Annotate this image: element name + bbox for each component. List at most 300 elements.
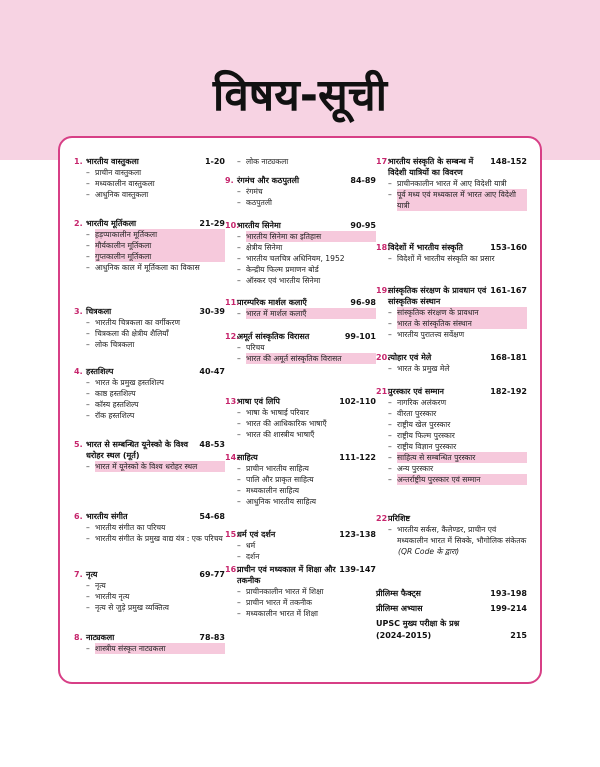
subtopic-item xyxy=(237,231,376,242)
dash-bullet: – xyxy=(237,309,241,318)
subtopic-text: पूर्व मध्य एवं मध्यकाल में भारत आए विदेशी यात्री xyxy=(397,189,527,211)
chapter-number: 1. xyxy=(74,157,83,166)
subtopic-text: नागरिक अलंकरण xyxy=(397,398,447,407)
toc-entry-7 xyxy=(74,569,225,613)
subtopic-text: भारतीय सर्कस, कैलेण्डर, प्राचीन एवं मध्यकालीन भारत में सिक्के, भौगोलिक संकेतक xyxy=(397,525,527,545)
dash-bullet: – xyxy=(237,354,241,363)
subtopic-text: विदेशों में भारतीय संस्कृति का प्रसार xyxy=(397,254,495,263)
chapter-heading[interactable] xyxy=(225,297,376,308)
page-range: 182-192 xyxy=(490,387,527,396)
page-range: 148-152 xyxy=(490,157,527,166)
subtopic-text: प्राचीन भारत में तकनीक xyxy=(246,598,312,607)
toc-entry-11 xyxy=(225,297,376,319)
subtopic-text: लोक चित्रकला xyxy=(95,340,135,349)
subtopic-item xyxy=(237,156,376,167)
subtopic-text: भारतीय पुरातत्त्व सर्वेक्षण xyxy=(397,330,465,339)
dash-bullet: – xyxy=(86,644,90,653)
toc-entry-1 xyxy=(74,156,225,200)
dash-bullet: – xyxy=(237,587,241,596)
subtopic-text: आधुनिक काल में मूर्तिकला का विकास xyxy=(95,263,200,272)
dash-bullet: – xyxy=(237,254,241,263)
chapter-number: 9. xyxy=(225,176,234,185)
dash-bullet: – xyxy=(388,190,392,199)
subtopic-text: भारत की आधिकारिक भाषाएँ xyxy=(246,419,327,428)
subtopic-item xyxy=(237,308,376,319)
dash-bullet: – xyxy=(237,265,241,274)
chapter-number: 21. xyxy=(376,387,391,396)
subtopic-text: भारतीय सिनेमा का इतिहास xyxy=(246,231,376,242)
subtopic-text: चित्रकला की क्षेत्रीय शैलियाँ xyxy=(95,329,169,338)
chapter-heading[interactable] xyxy=(225,331,376,342)
dash-bullet: – xyxy=(388,453,392,462)
extra-section-title: प्रीलिम्स फैक्ट्स xyxy=(376,589,421,598)
chapter-number: 10. xyxy=(225,221,240,230)
subtopic-item xyxy=(86,240,225,251)
subtopic-item xyxy=(86,178,225,189)
subtopic-text: धर्म xyxy=(246,541,256,550)
dash-bullet: – xyxy=(237,464,241,473)
subtopic-item xyxy=(388,307,527,318)
subtopic-text: दर्शन xyxy=(246,552,260,561)
subtopic-item xyxy=(388,178,527,189)
subtopic-item xyxy=(86,399,225,410)
chapter-number: 14. xyxy=(225,453,240,462)
subtopic-item xyxy=(86,167,225,178)
chapter-title: नृत्य xyxy=(86,570,98,579)
subtopic-item xyxy=(237,186,376,197)
subtopic-text: पालि और प्राकृत साहित्य xyxy=(246,475,314,484)
dash-bullet: – xyxy=(237,598,241,607)
qr-note: (QR Code के द्वारा) xyxy=(398,547,460,556)
chapter-heading[interactable] xyxy=(74,439,225,461)
dash-bullet: – xyxy=(388,420,392,429)
subtopic-text: भारतीय चित्रकला का वर्गीकरण xyxy=(95,318,180,327)
extra-section-row[interactable] xyxy=(376,618,527,642)
subtopic-text: रंगमंच xyxy=(246,187,263,196)
subtopic-item xyxy=(86,317,225,328)
chapter-heading[interactable] xyxy=(225,529,376,540)
toc-entry-9 xyxy=(225,175,376,208)
chapter-heading[interactable] xyxy=(74,569,225,580)
chapter-number: 2. xyxy=(74,219,83,228)
page-range: 193-198 xyxy=(490,589,527,598)
chapter-number: 12. xyxy=(225,332,240,341)
dash-bullet: – xyxy=(388,475,392,484)
dash-bullet: – xyxy=(86,241,90,250)
dash-bullet: – xyxy=(388,319,392,328)
page-range: 153-160 xyxy=(490,243,527,252)
chapter-heading[interactable] xyxy=(376,242,527,253)
toc-entry-5 xyxy=(74,439,225,472)
chapter-title: भारतीय मूर्तिकला xyxy=(86,219,137,228)
chapter-title: त्योहार एवं मेले xyxy=(388,353,432,362)
subtopic-text: राष्ट्रीय फिल्म पुरस्कार xyxy=(397,431,455,440)
page-range: 1-20 xyxy=(204,157,225,166)
dash-bullet: – xyxy=(388,442,392,451)
chapter-title: भारत से सम्बन्धित यूनेस्को के विश्व धरोहर स्थल (मूर्त) xyxy=(86,440,189,460)
chapter-heading[interactable] xyxy=(376,513,527,524)
chapter-title: सांस्कृतिक संरक्षण के प्रावधान एवं सांस्कृतिक संस्थान xyxy=(388,286,487,306)
dash-bullet: – xyxy=(86,340,90,349)
subtopic-item xyxy=(388,329,527,340)
subtopic-item xyxy=(86,339,225,350)
chapter-title: रंगमंच और कठपुतली xyxy=(237,176,300,185)
subtopic-text: रॉक हस्तशिल्प xyxy=(95,411,135,420)
subtopic-text: भारत में यूनेस्को के विश्व धरोहर स्थल xyxy=(95,461,225,472)
dash-bullet: – xyxy=(237,430,241,439)
toc-entry-21 xyxy=(376,386,527,485)
subtopic-text: भारत की अमूर्त सांस्कृतिक विरासत xyxy=(246,353,376,364)
subtopic-text: मध्यकालीन वास्तुकला xyxy=(95,179,155,188)
subtopic-item xyxy=(237,551,376,562)
page-range: 54-68 xyxy=(199,512,225,521)
extra-section-title: UPSC मुख्य परीक्षा के प्रश्न (2024-2015) xyxy=(376,619,460,640)
chapter-number: 16. xyxy=(225,565,240,574)
chapter-number: 15. xyxy=(225,530,240,539)
extra-section-title: प्रीलिम्स अभ्यास xyxy=(376,604,423,613)
subtopic-item xyxy=(237,242,376,253)
subtopic-text: कठपुतली xyxy=(246,198,273,207)
dash-bullet: – xyxy=(388,330,392,339)
dash-bullet: – xyxy=(237,552,241,561)
page-range: 69-77 xyxy=(199,570,225,579)
dash-bullet: – xyxy=(388,431,392,440)
dash-bullet: – xyxy=(237,243,241,252)
chapter-number: 7. xyxy=(74,570,83,579)
toc-entry-3 xyxy=(74,306,225,350)
subtopic-item xyxy=(237,353,376,364)
dash-bullet: – xyxy=(86,400,90,409)
subtopic-text: भारतीय नृत्य xyxy=(95,592,130,601)
toc-entry-20 xyxy=(376,352,527,374)
toc-entry-17 xyxy=(376,156,527,211)
subtopic-text: गुप्तकालीन मूर्तिकला xyxy=(95,251,225,262)
dash-bullet: – xyxy=(388,308,392,317)
dash-bullet: – xyxy=(86,592,90,601)
subtopic-item xyxy=(86,591,225,602)
subtopic-item xyxy=(388,253,527,264)
subtopic-text: भारत के प्रमुख हस्तशिल्प xyxy=(95,378,164,387)
subtopic-item xyxy=(237,540,376,551)
subtopic-text: मौर्यकालीन मूर्तिकला xyxy=(95,240,225,251)
subtopic-item xyxy=(237,264,376,275)
chapter-title: साहित्य xyxy=(237,453,258,462)
dash-bullet: – xyxy=(86,230,90,239)
dash-bullet: – xyxy=(388,525,392,534)
toc-entry-15 xyxy=(225,529,376,562)
chapter-number: 22. xyxy=(376,514,391,523)
chapter-title: परिशिष्ट xyxy=(388,514,411,523)
toc-entry-6 xyxy=(74,511,225,544)
subtopic-text: भारतीय संगीत का परिचय xyxy=(95,523,166,532)
dash-bullet: – xyxy=(237,198,241,207)
chapter-number: 20. xyxy=(376,353,391,362)
chapter-number: 4. xyxy=(74,367,83,376)
page-range: 139-147 xyxy=(339,565,376,574)
subtopic-item xyxy=(388,408,527,419)
page-range: 102-110 xyxy=(339,397,376,406)
dash-bullet: – xyxy=(86,179,90,188)
toc-entry-8 xyxy=(74,632,225,654)
dash-bullet: – xyxy=(86,168,90,177)
toc-entry-13 xyxy=(225,396,376,440)
page-range: 168-181 xyxy=(490,353,527,362)
subtopic-text: कॉस्य हस्तशिल्प xyxy=(95,400,139,409)
subtopic-text: शास्त्रीय संस्कृत नाट्यकला xyxy=(95,643,225,654)
subtopic-text: भारतीय चलचित्र अधिनियम, 1952 xyxy=(246,254,345,263)
subtopic-text: लोक नाट्यकला xyxy=(246,157,289,166)
chapter-title: चित्रकला xyxy=(86,307,112,316)
subtopic-item xyxy=(237,407,376,418)
subtopic-item xyxy=(86,251,225,262)
chapter-heading[interactable] xyxy=(376,156,527,178)
toc-entry-0 xyxy=(225,156,376,167)
dash-bullet: – xyxy=(86,329,90,338)
page-range: 40-47 xyxy=(199,367,225,376)
dash-bullet: – xyxy=(86,534,90,543)
subtopic-item xyxy=(388,419,527,430)
subtopic-item xyxy=(86,328,225,339)
chapter-heading[interactable] xyxy=(225,175,376,186)
chapter-title: पुरस्कार एवं सम्मान xyxy=(388,387,444,396)
subtopic-text: राष्ट्रीय खेल पुरस्कार xyxy=(397,420,451,429)
chapter-heading[interactable] xyxy=(376,352,527,363)
page-title: विषय-सूची xyxy=(212,70,388,121)
chapter-number: 3. xyxy=(74,307,83,316)
subtopic-text: नृत्य से जुड़े प्रमुख व्यक्तित्व xyxy=(95,603,169,612)
subtopic-item xyxy=(388,474,527,485)
subtopic-item xyxy=(237,608,376,619)
subtopic-item xyxy=(237,496,376,507)
dash-bullet: – xyxy=(86,581,90,590)
dash-bullet: – xyxy=(86,252,90,261)
dash-bullet: – xyxy=(237,486,241,495)
subtopic-item xyxy=(237,197,376,208)
chapter-number: 11. xyxy=(225,298,240,307)
subtopic-item xyxy=(86,533,225,544)
dash-bullet: – xyxy=(237,475,241,484)
subtopic-item xyxy=(388,363,527,374)
dash-bullet: – xyxy=(388,464,392,473)
subtopic-item xyxy=(86,377,225,388)
subtopic-item xyxy=(86,388,225,399)
subtopic-text: प्राचीनकालीन भारत में शिक्षा xyxy=(246,587,324,596)
subtopic-text: भारत के प्रमुख मेले xyxy=(397,364,450,373)
chapter-heading[interactable] xyxy=(225,220,376,231)
subtopic-text: प्राचीन भारतीय साहित्य xyxy=(246,464,309,473)
dash-bullet: – xyxy=(237,408,241,417)
dash-bullet: – xyxy=(388,409,392,418)
subtopic-text: सांस्कृतिक संरक्षण के प्रावधान xyxy=(397,307,527,318)
page-range: 78-83 xyxy=(199,633,225,642)
subtopic-item xyxy=(86,410,225,421)
subtopic-item xyxy=(388,397,527,408)
subtopic-item xyxy=(237,485,376,496)
page-range: 96-98 xyxy=(350,298,376,307)
dash-bullet: – xyxy=(388,179,392,188)
chapter-heading[interactable] xyxy=(225,452,376,463)
subtopic-text: हड़प्पाकालीन मूर्तिकला xyxy=(95,229,225,240)
subtopic-text: आधुनिक भारतीय साहित्य xyxy=(246,497,317,506)
subtopic-item xyxy=(86,229,225,240)
page-range: 99-101 xyxy=(344,332,376,341)
subtopic-text: आधुनिक वास्तुकला xyxy=(95,190,149,199)
subtopic-item xyxy=(86,522,225,533)
dash-bullet: – xyxy=(237,232,241,241)
subtopic-text: क्षेत्रीय सिनेमा xyxy=(246,243,283,252)
subtopic-item xyxy=(388,452,527,463)
subtopic-item xyxy=(388,441,527,452)
chapter-heading[interactable] xyxy=(74,511,225,522)
subtopic-text: राष्ट्रीय विज्ञान पुरस्कार xyxy=(397,442,457,451)
extra-section-row[interactable] xyxy=(376,588,527,600)
page-range: 111-122 xyxy=(339,453,376,462)
subtopic-text: परिचय xyxy=(246,343,265,352)
chapter-title: अमूर्त सांस्कृतिक विरासत xyxy=(237,332,310,341)
subtopic-item xyxy=(388,463,527,474)
subtopic-item xyxy=(237,586,376,597)
chapter-number: 17. xyxy=(376,157,391,166)
subtopic-item xyxy=(237,342,376,353)
subtopic-item xyxy=(86,580,225,591)
chapter-title: धर्म एवं दर्शन xyxy=(237,530,276,539)
toc-entry-22 xyxy=(376,513,527,557)
subtopic-text: भारत में मार्शल कलाएँ xyxy=(246,308,376,319)
subtopic-item xyxy=(388,189,527,211)
page-range: 123-138 xyxy=(339,530,376,539)
dash-bullet: – xyxy=(86,523,90,532)
dash-bullet: – xyxy=(86,603,90,612)
chapter-number: 8. xyxy=(74,633,83,642)
chapter-title: भारतीय संगीत xyxy=(86,512,128,521)
subtopic-text: मध्यकालीन साहित्य xyxy=(246,486,300,495)
dash-bullet: – xyxy=(86,190,90,199)
page-range: 30-39 xyxy=(199,307,225,316)
subtopic-item xyxy=(237,418,376,429)
subtopic-item xyxy=(86,461,225,472)
toc-entry-4 xyxy=(74,366,225,421)
dash-bullet: – xyxy=(237,541,241,550)
toc-entry-14 xyxy=(225,452,376,507)
chapter-heading[interactable] xyxy=(74,218,225,229)
chapter-title: भाषा एवं लिपि xyxy=(237,397,280,406)
subtopic-item xyxy=(86,643,225,654)
chapter-title: पारम्परिक मार्शल कलाएँ xyxy=(237,298,307,307)
subtopic-item xyxy=(237,253,376,264)
chapter-title: भारतीय सिनेमा xyxy=(237,221,281,230)
dash-bullet: – xyxy=(388,364,392,373)
toc-entry-19 xyxy=(376,285,527,340)
chapter-heading[interactable] xyxy=(225,564,376,586)
subtopic-item xyxy=(388,524,527,546)
dash-bullet: – xyxy=(86,389,90,398)
page-range: 90-95 xyxy=(350,221,376,230)
dash-bullet: – xyxy=(86,462,90,471)
chapter-heading[interactable] xyxy=(74,366,225,377)
dash-bullet: – xyxy=(388,398,392,407)
subtopic-item xyxy=(86,262,225,273)
chapter-number: 13. xyxy=(225,397,240,406)
subtopic-item xyxy=(237,474,376,485)
chapter-title: भारतीय संस्कृति के सम्बन्ध में विदेशी यात्रियों का विवरण xyxy=(388,157,474,177)
subtopic-text: साहित्य से सम्बन्धित पुरस्कार xyxy=(397,452,527,463)
chapter-title: प्राचीन एवं मध्यकाल में शिक्षा और तकनीक xyxy=(237,565,336,585)
subtopic-item xyxy=(237,429,376,440)
subtopic-text: भारत के सांस्कृतिक संस्थान xyxy=(397,318,527,329)
subtopic-text: भारतीय संगीत के प्रमुख वाद्य यंत्र : एक परिचय xyxy=(95,534,223,543)
subtopic-text: प्राचीनकालीन भारत में आए विदेशी यात्री xyxy=(397,179,507,188)
page-range: 215 xyxy=(510,631,527,640)
contents-card xyxy=(58,136,542,684)
page-range: 161-167 xyxy=(490,286,527,295)
toc-entry-12 xyxy=(225,331,376,364)
chapter-heading[interactable] xyxy=(74,632,225,643)
chapter-heading[interactable] xyxy=(74,306,225,317)
chapter-heading[interactable] xyxy=(225,396,376,407)
dash-bullet: – xyxy=(237,419,241,428)
chapter-heading[interactable] xyxy=(376,386,527,397)
dash-bullet: – xyxy=(237,343,241,352)
toc-entry-10 xyxy=(225,220,376,286)
chapter-title: विदेशों में भारतीय संस्कृति xyxy=(388,243,463,252)
subtopic-item xyxy=(237,597,376,608)
subtopic-item xyxy=(237,463,376,474)
dash-bullet: – xyxy=(237,497,241,506)
subtopic-text: अन्य पुरस्कार xyxy=(397,464,434,473)
subtopic-text: नृत्य xyxy=(95,581,106,590)
subtopic-item xyxy=(388,318,527,329)
page-range: 199-214 xyxy=(490,604,527,613)
chapter-number: 5. xyxy=(74,440,83,449)
page-range: 21-29 xyxy=(199,219,225,228)
chapter-title: भारतीय वास्तुकला xyxy=(86,157,139,166)
dash-bullet: – xyxy=(388,254,392,263)
subtopic-item xyxy=(388,430,527,441)
chapter-heading[interactable] xyxy=(376,285,527,307)
dash-bullet: – xyxy=(86,411,90,420)
subtopic-text: भारत की शास्त्रीय भाषाएँ xyxy=(246,430,315,439)
toc-entry-16 xyxy=(225,564,376,619)
chapter-number: 19. xyxy=(376,286,391,295)
dash-bullet: – xyxy=(86,378,90,387)
toc-entry-18 xyxy=(376,242,527,264)
subtopic-text: केन्द्रीय फिल्म प्रमाणन बोर्ड xyxy=(246,265,319,274)
subtopic-text: काष्ठ हस्तशिल्प xyxy=(95,389,136,398)
subtopic-text: भाषा के भाषाई परिवार xyxy=(246,408,309,417)
page-range: 48-53 xyxy=(199,440,225,449)
subtopic-item xyxy=(86,189,225,200)
subtopic-item xyxy=(86,602,225,613)
subtopic-text: मध्यकालीन भारत में शिक्षा xyxy=(246,609,318,618)
dash-bullet: – xyxy=(237,609,241,618)
subtopic-text: ऑस्कर एवं भारतीय सिनेमा xyxy=(246,276,321,285)
dash-bullet: – xyxy=(237,157,241,166)
dash-bullet: – xyxy=(237,187,241,196)
dash-bullet: – xyxy=(86,318,90,327)
chapter-heading[interactable] xyxy=(74,156,225,167)
toc-entry-2 xyxy=(74,218,225,273)
dash-bullet: – xyxy=(237,276,241,285)
subtopic-text: वीरता पुरस्कार xyxy=(397,409,437,418)
dash-bullet: – xyxy=(86,263,90,272)
subtopic-item xyxy=(237,275,376,286)
chapter-number: 18. xyxy=(376,243,391,252)
subtopic-text: अन्तर्राष्ट्रीय पुरस्कार एवं सम्मान xyxy=(397,474,527,485)
subtopic-text: प्राचीन वास्तुकला xyxy=(95,168,142,177)
extra-section-row[interactable] xyxy=(376,603,527,615)
chapter-title: नाट्यकला xyxy=(86,633,115,642)
chapter-number: 6. xyxy=(74,512,83,521)
